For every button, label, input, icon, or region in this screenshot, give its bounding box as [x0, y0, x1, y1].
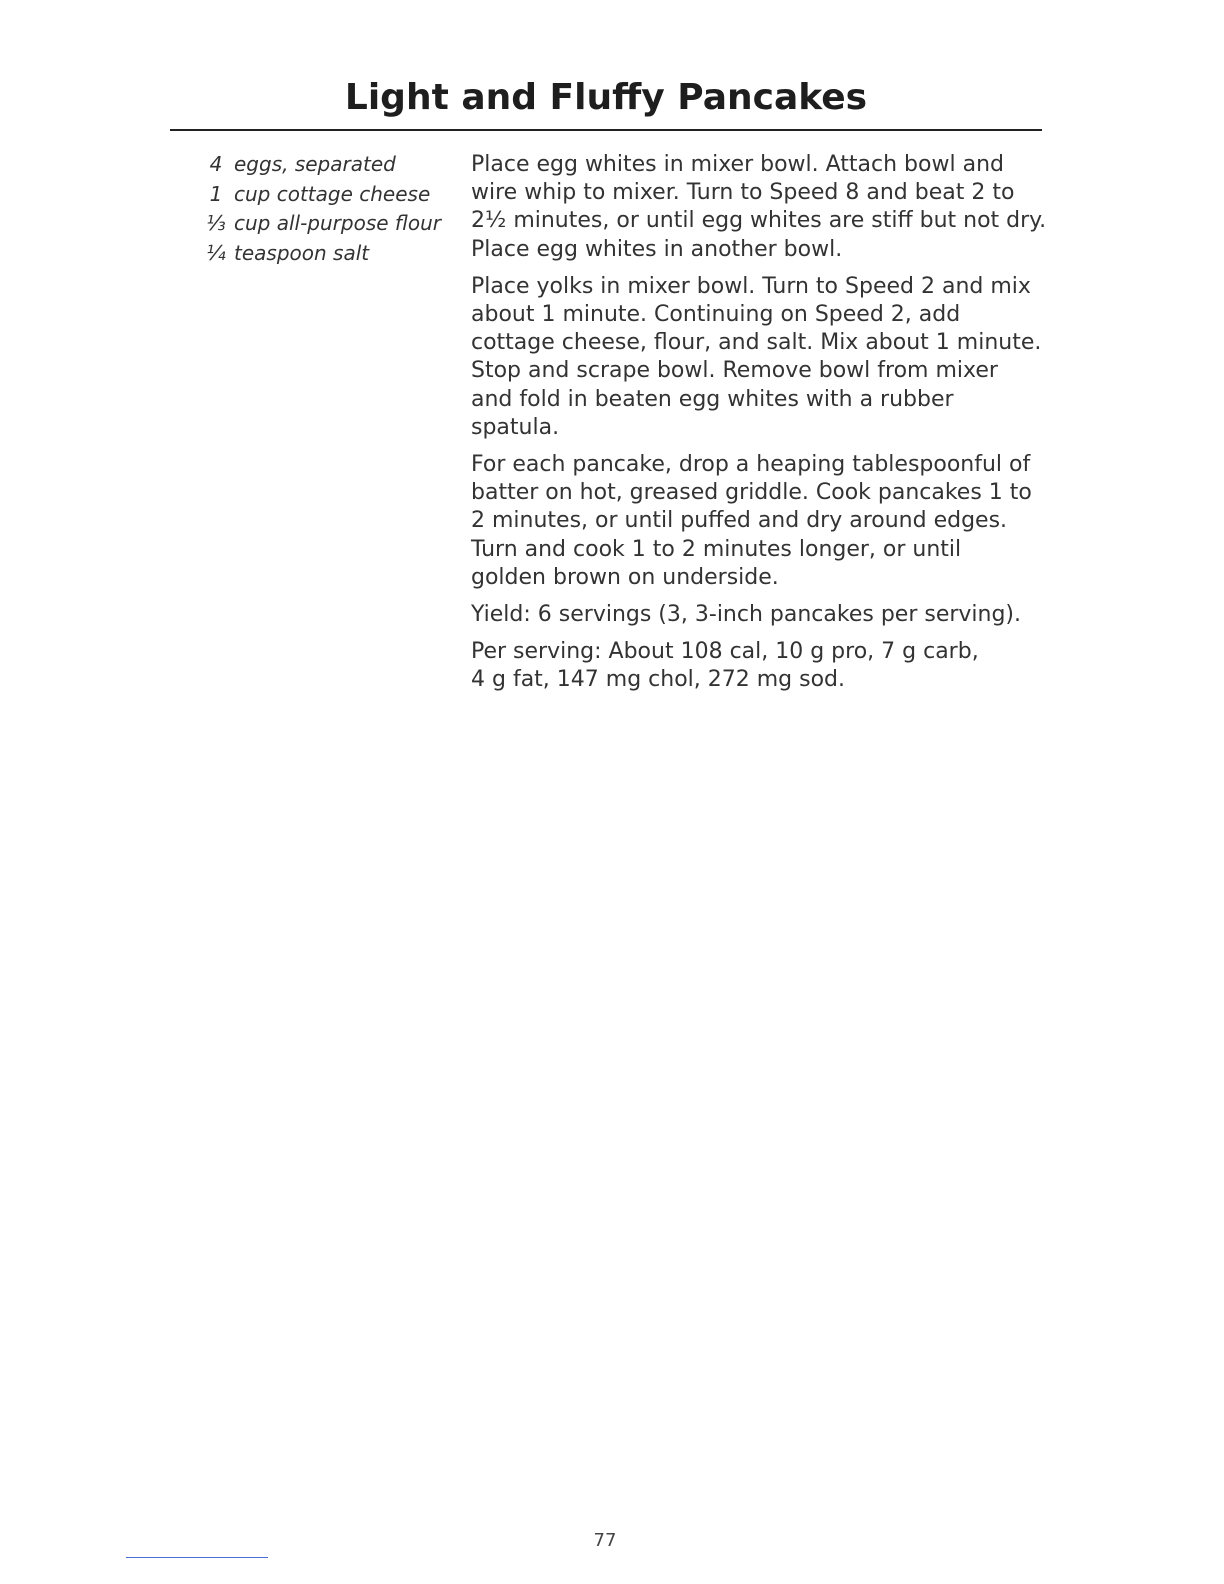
text-line: and fold in beaten egg whites with a rubber — [471, 386, 954, 412]
text-line: spatula. — [471, 414, 560, 440]
ingredient-item — [198, 180, 458, 210]
method-step-1 — [471, 151, 1051, 264]
ingredient-name: teaspoon salt — [234, 240, 370, 265]
ingredient-quantity: 4 — [209, 152, 223, 176]
page-number: 77 — [593, 1530, 617, 1551]
text-line: cottage cheese, flour, and salt. Mix about 1 minute. — [471, 330, 1042, 356]
text-line: Stop and scrape bowl. Remove bowl from mixer — [471, 358, 998, 384]
text-line: Yield: 6 servings (3, 3-inch pancakes per serving). — [471, 602, 1022, 628]
text-line: wire whip to mixer. Turn to Speed 8 and beat 2 to — [471, 180, 1015, 206]
text-line: Per serving: About 108 cal, 10 g pro, 7 g carb, — [471, 639, 979, 665]
text-line: golden brown on underside. — [471, 564, 779, 590]
text-line: about 1 minute. Continuing on Speed 2, add — [471, 302, 961, 328]
recipe-yield — [471, 601, 1051, 629]
method-column — [471, 151, 1051, 704]
ingredient-name: eggs, separated — [234, 152, 396, 176]
ingredient-item — [198, 209, 458, 239]
text-line: Place yolks in mixer bowl. Turn to Speed 2 and mix — [471, 273, 1031, 299]
ingredient-item — [198, 239, 458, 269]
footer-link-underline — [126, 1557, 268, 1558]
method-step-2 — [471, 273, 1051, 442]
recipe-title: Light and Fluffy Pancakes — [344, 77, 868, 118]
text-line: 2 minutes, or until puffed and dry around edges. — [471, 508, 1008, 534]
text-line: 2½ minutes, or until egg whites are stiff but not dry. — [471, 208, 1047, 234]
ingredient-quantity: ¼ — [206, 240, 226, 265]
ingredient-quantity: ⅓ — [206, 211, 226, 236]
ingredient-name: cup all-purpose flour — [234, 211, 441, 236]
ingredient-name: cup cottage cheese — [234, 181, 431, 206]
text-line: Place egg whites in mixer bowl. Attach bowl and — [471, 152, 1004, 177]
text-line: batter on hot, greased griddle. Cook pancakes 1 to — [471, 480, 1032, 506]
method-step-3 — [471, 451, 1051, 592]
nutrition-info — [471, 638, 1051, 694]
text-line: 4 g fat, 147 mg chol, 272 mg sod. — [471, 667, 846, 693]
title-divider — [170, 129, 1042, 131]
text-line: Turn and cook 1 to 2 minutes longer, or until — [471, 536, 962, 562]
ingredient-quantity: 1 — [209, 181, 223, 206]
ingredient-item — [198, 150, 458, 180]
text-line: Place egg whites in another bowl. — [471, 236, 843, 262]
text-line: For each pancake, drop a heaping tablespoonful of — [471, 452, 1031, 478]
ingredient-list — [198, 150, 458, 268]
